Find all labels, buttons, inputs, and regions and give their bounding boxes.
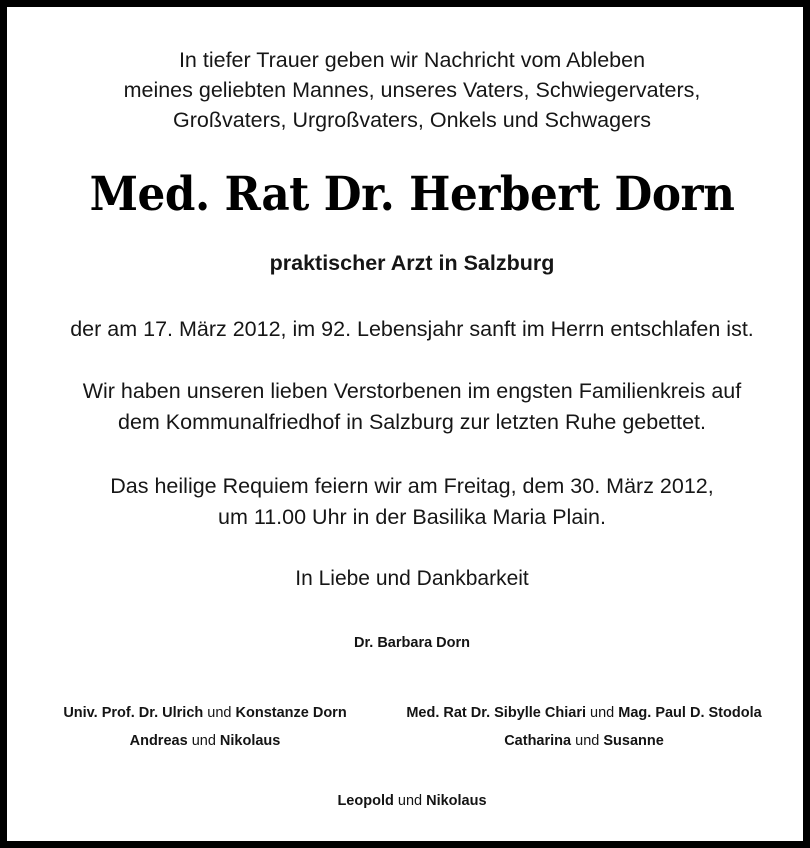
burial-line-1: Wir haben unseren lieben Verstorbenen im engsten Familienkreis auf: [82, 379, 742, 403]
mourners-left-row-2: [25, 733, 385, 749]
requiem-line-1: Das heilige Requiem feiern wir am Freitag, dem 30. März 2012,: [110, 474, 714, 498]
deceased-name: Med. Rat Dr. Herbert Dorn: [89, 167, 735, 222]
conjunction: und: [397, 793, 423, 809]
burial-line-2: dem Kommunalfriedhof in Salzburg zur letzten Ruhe gebettet.: [118, 410, 706, 434]
mourner-name: Med. Rat Dr. Sibylle Chiari: [406, 705, 586, 721]
intro-line-2: meines geliebten Mannes, unseres Vaters, Schwiegervaters,: [123, 78, 701, 102]
conjunction: und: [191, 733, 216, 749]
deceased-profession: praktischer Arzt in Salzburg: [269, 251, 555, 275]
mourner-name: Catharina: [504, 733, 572, 749]
mourners-right-row-2: [379, 733, 789, 749]
intro-line-3: Großvaters, Urgroßvaters, Onkels und Schwagers: [173, 108, 651, 132]
conjunction: und: [575, 733, 600, 749]
mourner-name: Leopold: [337, 793, 394, 809]
closing-phrase: In Liebe und Dankbarkeit: [295, 567, 529, 590]
mourner-name: Nikolaus: [426, 793, 487, 809]
conjunction: und: [207, 705, 232, 721]
mourners-right-row-1: [379, 705, 789, 721]
mourner-name: Susanne: [603, 733, 664, 749]
mourner-name: Mag. Paul D. Stodola: [618, 705, 762, 721]
conjunction: und: [590, 705, 615, 721]
death-notice: der am 17. März 2012, im 92. Lebensjahr sanft im Herrn entschlafen ist.: [70, 317, 754, 341]
requiem-line-2: um 11.00 Uhr in der Basilika Maria Plain.: [218, 505, 606, 529]
mourner-name: Andreas: [129, 733, 188, 749]
mourner-name: Univ. Prof. Dr. Ulrich: [63, 705, 204, 721]
mourners-bottom-row: [7, 793, 810, 809]
widow-name: Dr. Barbara Dorn: [353, 635, 471, 651]
mourner-name: Nikolaus: [219, 733, 281, 749]
intro-line-1: In tiefer Trauer geben wir Nachricht vom Ableben: [178, 48, 646, 72]
mourner-name: Konstanze Dorn: [235, 705, 347, 721]
mourners-left-row-1: [25, 705, 385, 721]
widow-signature: [7, 635, 810, 651]
